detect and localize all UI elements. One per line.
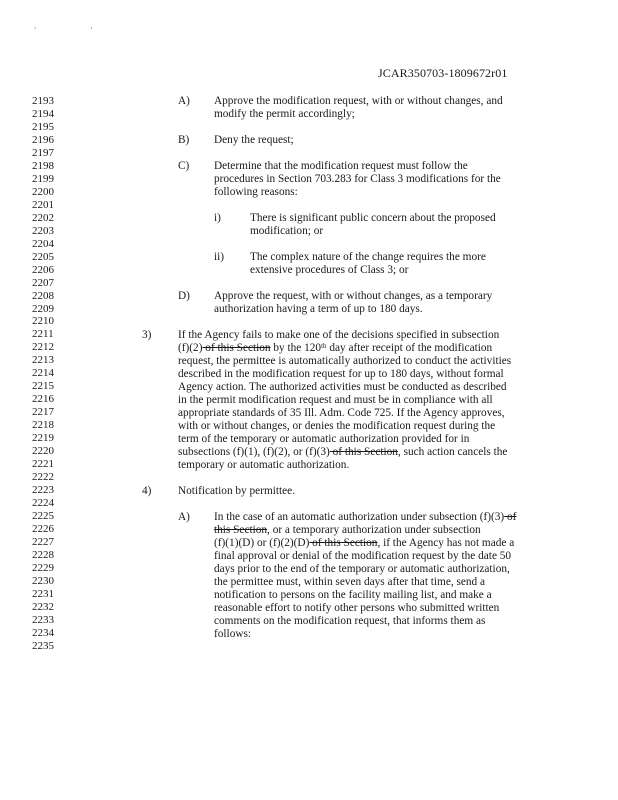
item-c-i-label: i) bbox=[214, 212, 221, 224]
line-number: 2215 bbox=[32, 380, 54, 393]
item-c-i-line-2: modification; or bbox=[250, 225, 324, 237]
line-number: 2208 bbox=[32, 289, 54, 302]
line-number: 2209 bbox=[32, 302, 54, 315]
line-number: 2216 bbox=[32, 393, 54, 406]
paragraph-3-line-10: subsections (f)(1), (f)(2), or (f)(3) of this Section, such action cancels the bbox=[178, 446, 508, 458]
line-number: 2231 bbox=[32, 587, 54, 600]
line-number: 2205 bbox=[32, 250, 54, 263]
line-number: 2202 bbox=[32, 211, 54, 224]
struck-text: of bbox=[504, 511, 517, 523]
line-number: 2210 bbox=[32, 315, 54, 328]
paragraph-3-line-8: with or without changes, or denies the modification request during the bbox=[178, 420, 496, 432]
item-c-line-1: Determine that the modification request must follow the bbox=[214, 160, 468, 172]
item-c-line-2: procedures in Section 703.283 for Class 3 modifications for the bbox=[214, 173, 501, 185]
item-a-label: A) bbox=[178, 95, 190, 107]
line-number: 2225 bbox=[32, 510, 54, 522]
line-number: 2207 bbox=[32, 276, 54, 289]
line-number: 2211 bbox=[32, 328, 54, 341]
item-c-ii-line-2: extensive procedures of Class 3; or bbox=[250, 264, 409, 276]
line-number: 2201 bbox=[32, 198, 54, 211]
line-number-column bbox=[32, 95, 54, 653]
line-number: 2220 bbox=[32, 445, 54, 458]
item-c-ii-label: ii) bbox=[214, 251, 225, 263]
line-number: 2194 bbox=[32, 107, 54, 120]
line-number: 2199 bbox=[32, 172, 54, 185]
paragraph-3-line-7: appropriate standards of 35 Ill. Adm. Code 725. If the Agency approves, bbox=[178, 407, 505, 419]
line-number: 2193 bbox=[32, 95, 54, 107]
paragraph-4a-line-9: comments on the modification request, that informs them as bbox=[214, 615, 486, 627]
item-d-line-2: authorization having a term of up to 180 days. bbox=[214, 303, 423, 315]
item-b-line-1: Deny the request; bbox=[214, 134, 294, 146]
struck-text: of this Section bbox=[202, 342, 271, 354]
line-number: 2221 bbox=[32, 458, 54, 471]
paragraph-4a-line-1: In the case of an automatic authorization under subsection (f)(3) of bbox=[214, 511, 517, 523]
paragraph-3-line-9: term of the temporary or automatic authorization provided for in bbox=[178, 433, 470, 445]
item-b-label: B) bbox=[178, 134, 190, 146]
paragraph-4a-line-8: reasonable effort to notify other persons who submitted written bbox=[214, 602, 500, 614]
line-number: 2198 bbox=[32, 159, 54, 172]
struck-text: of this Section bbox=[329, 446, 398, 458]
paragraph-3-line-1: If the Agency fails to make one of the decisions specified in subsection bbox=[178, 329, 500, 341]
line-number: 2203 bbox=[32, 224, 54, 237]
line-number: 2224 bbox=[32, 497, 54, 510]
line-number: 2227 bbox=[32, 535, 54, 548]
line-number: 2218 bbox=[32, 419, 54, 432]
line-number: 2200 bbox=[32, 185, 54, 198]
item-c-line-3: following reasons: bbox=[214, 186, 298, 198]
item-d-line-1: Approve the request, with or without changes, as a temporary bbox=[214, 290, 493, 302]
item-a-line-1: Approve the modification request, with or without changes, and bbox=[214, 95, 503, 107]
item-c-i-line-1: There is significant public concern about the proposed bbox=[250, 212, 496, 224]
paragraph-3-label: 3) bbox=[142, 329, 152, 341]
line-number: 2233 bbox=[32, 613, 54, 626]
paragraph-3-line-5: Agency action. The authorized activities must be conducted as described bbox=[178, 381, 507, 393]
line-number: 2230 bbox=[32, 574, 54, 587]
paragraph-4a-line-4: final approval or denial of the modification request by the date 50 bbox=[214, 550, 512, 562]
line-number: 2223 bbox=[32, 484, 54, 497]
line-number: 2195 bbox=[32, 120, 54, 133]
line-number: 2213 bbox=[32, 354, 54, 367]
line-number: 2228 bbox=[32, 548, 54, 561]
line-number: 2217 bbox=[32, 406, 54, 419]
paragraph-4a-line-3: (f)(1)(D) or (f)(2)(D) of this Section, if the Agency has not made a bbox=[214, 537, 515, 549]
paragraph-3-line-2: (f)(2) of this Section by the 120th day after receipt of the modification bbox=[178, 342, 493, 354]
line-number: 2212 bbox=[32, 341, 54, 354]
line-number: 2204 bbox=[32, 237, 54, 250]
struck-text: of this Section bbox=[309, 537, 378, 549]
paragraph-3-line-4: described in the modification request for up to 180 days, without formal bbox=[178, 368, 504, 380]
paragraph-4a-line-10: follows: bbox=[214, 628, 252, 640]
line-number: 2226 bbox=[32, 522, 54, 535]
line-number: 2235 bbox=[32, 639, 54, 652]
line-number: 2219 bbox=[32, 432, 54, 445]
scan-marks: , , bbox=[34, 20, 119, 30]
paragraph-4a-line-5: days prior to the end of the temporary or automatic authorization, bbox=[214, 563, 510, 575]
line-number: 2222 bbox=[32, 471, 54, 484]
item-c-label: C) bbox=[178, 160, 190, 172]
paragraph-3-line-11: temporary or automatic authorization. bbox=[178, 459, 350, 471]
line-number: 2229 bbox=[32, 561, 54, 574]
paragraph-3-line-6: in the permit modification request and must be in compliance with all bbox=[178, 394, 493, 406]
paragraph-4-label: 4) bbox=[142, 485, 152, 497]
paragraph-3-line-3: request, the permittee is automatically authorized to conduct the activities bbox=[178, 355, 512, 367]
item-d-label: D) bbox=[178, 290, 190, 302]
line-number: 2234 bbox=[32, 626, 54, 639]
paragraph-4a-line-2: this Section, or a temporary authorization under subsection bbox=[214, 524, 481, 536]
item-a-line-2: modify the permit accordingly; bbox=[214, 108, 355, 120]
line-number: 2197 bbox=[32, 146, 54, 159]
document-id: JCAR350703-1809672r01 bbox=[378, 66, 508, 80]
paragraph-4a-line-7: notification to persons on the facility mailing list, and make a bbox=[214, 589, 492, 601]
item-c-ii-line-1: The complex nature of the change requires the more bbox=[250, 251, 486, 263]
line-number: 2232 bbox=[32, 600, 54, 613]
paragraph-4a-line-6: the permittee must, within seven days after that time, send a bbox=[214, 576, 486, 588]
paragraph-4a-label: A) bbox=[178, 511, 190, 523]
line-number: 2206 bbox=[32, 263, 54, 276]
line-number: 2196 bbox=[32, 133, 54, 146]
paragraph-4-heading: Notification by permittee. bbox=[178, 485, 296, 497]
line-number: 2214 bbox=[32, 367, 54, 380]
struck-text: this Section bbox=[214, 524, 268, 536]
